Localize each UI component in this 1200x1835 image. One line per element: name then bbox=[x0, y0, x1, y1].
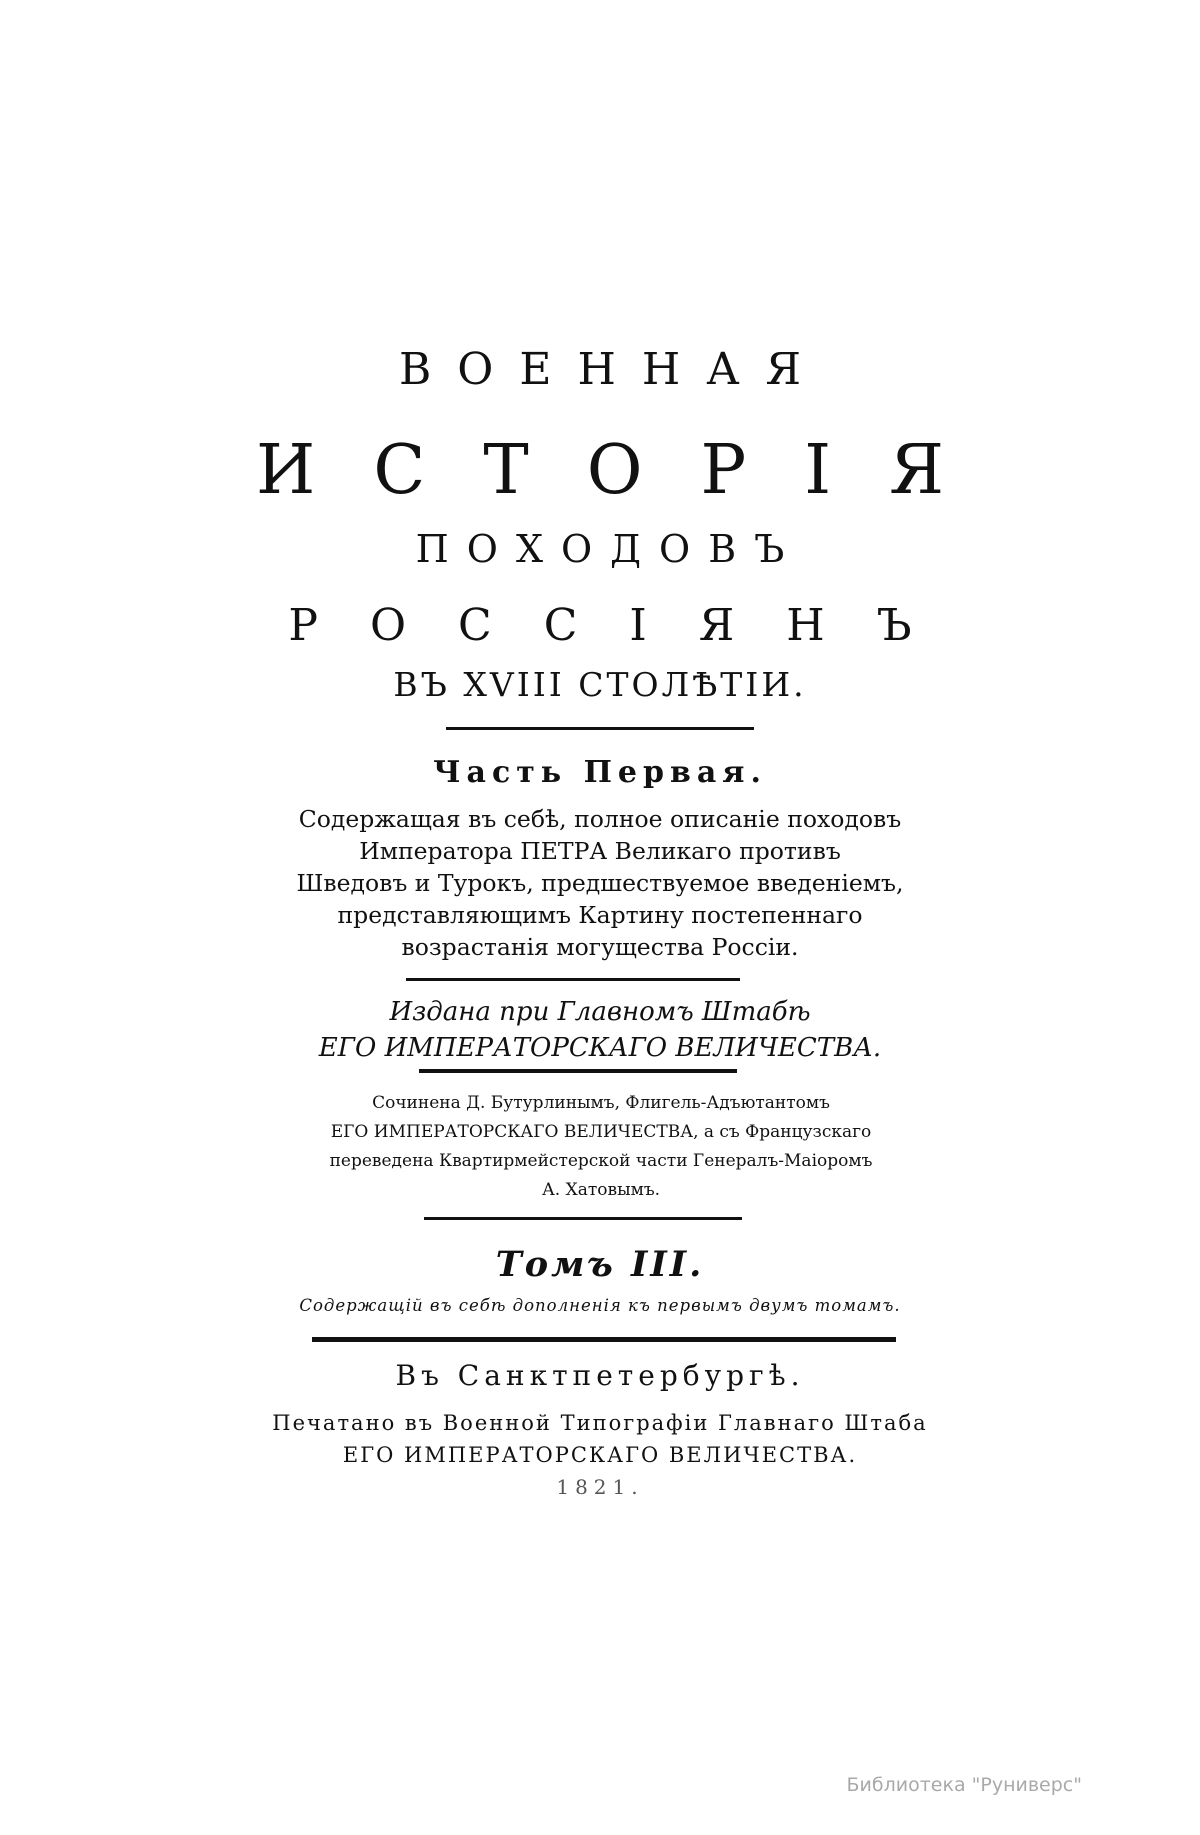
description-line: Содержащая въ себѣ, полное описаніе походовъ bbox=[298, 805, 902, 833]
author-line: переведена Квартирмейстерской части Генералъ-Маіоромъ bbox=[329, 1151, 873, 1171]
description-line: представляющимъ Картину постепеннаго bbox=[337, 901, 863, 929]
divider-rule bbox=[312, 1337, 896, 1342]
description-line: возрастанія могущества Россіи. bbox=[401, 933, 799, 961]
author-statement bbox=[286, 1089, 916, 1205]
title-line-military: ВОЕННАЯ bbox=[398, 344, 828, 395]
imprint-place: Въ Санктпетербургѣ. bbox=[395, 1359, 805, 1392]
author-line: Сочинена Д. Бутурлинымъ, Флигель-Адъютантомъ bbox=[372, 1093, 830, 1113]
printer-line: Печатано въ Военной Типографіи Главнаго Штаба bbox=[272, 1411, 928, 1435]
divider-rule bbox=[406, 978, 740, 981]
title-line-century: ВЪ XVIII СТОЛѢТІИ. bbox=[393, 665, 807, 704]
imprint-printer bbox=[0, 1407, 1200, 1503]
volume-title: Томъ III. bbox=[495, 1244, 705, 1285]
published-by bbox=[0, 994, 1200, 1066]
title-line-russians: РОССІЯНЪ bbox=[288, 600, 964, 651]
divider-rule bbox=[446, 727, 754, 730]
imprint-year: 1821. bbox=[556, 1475, 644, 1499]
author-line: А. Хатовымъ. bbox=[541, 1180, 661, 1200]
part-description bbox=[284, 803, 916, 963]
published-line: Издана при Главномъ Штабѣ bbox=[389, 997, 811, 1027]
title-line-history: ИСТОРІЯ bbox=[256, 431, 1002, 510]
volume-subtitle: Содержащій въ себѣ дополненія къ первымъ двумъ томамъ. bbox=[299, 1296, 901, 1315]
library-watermark: Библиотека "Руниверс" bbox=[846, 1774, 1082, 1796]
divider-rule bbox=[424, 1217, 742, 1220]
description-line: Шведовъ и Турокъ, предшествуемое введеніемъ, bbox=[296, 869, 904, 897]
title-line-campaigns: ПОХОДОВЪ bbox=[415, 527, 803, 571]
divider-rule bbox=[419, 1069, 737, 1073]
description-line: Императора ПЕТРА Великаго противъ bbox=[359, 837, 841, 865]
published-line: ЕГО ИМПЕРАТОРСКАГО ВЕЛИЧЕСТВА. bbox=[318, 1033, 882, 1063]
part-title: Часть Первая. bbox=[433, 755, 767, 790]
author-line: ЕГО ИМПЕРАТОРСКАГО ВЕЛИЧЕСТВА, а съ Французскаго bbox=[330, 1122, 872, 1142]
printer-line: ЕГО ИМПЕРАТОРСКАГО ВЕЛИЧЕСТВА. bbox=[342, 1443, 858, 1467]
